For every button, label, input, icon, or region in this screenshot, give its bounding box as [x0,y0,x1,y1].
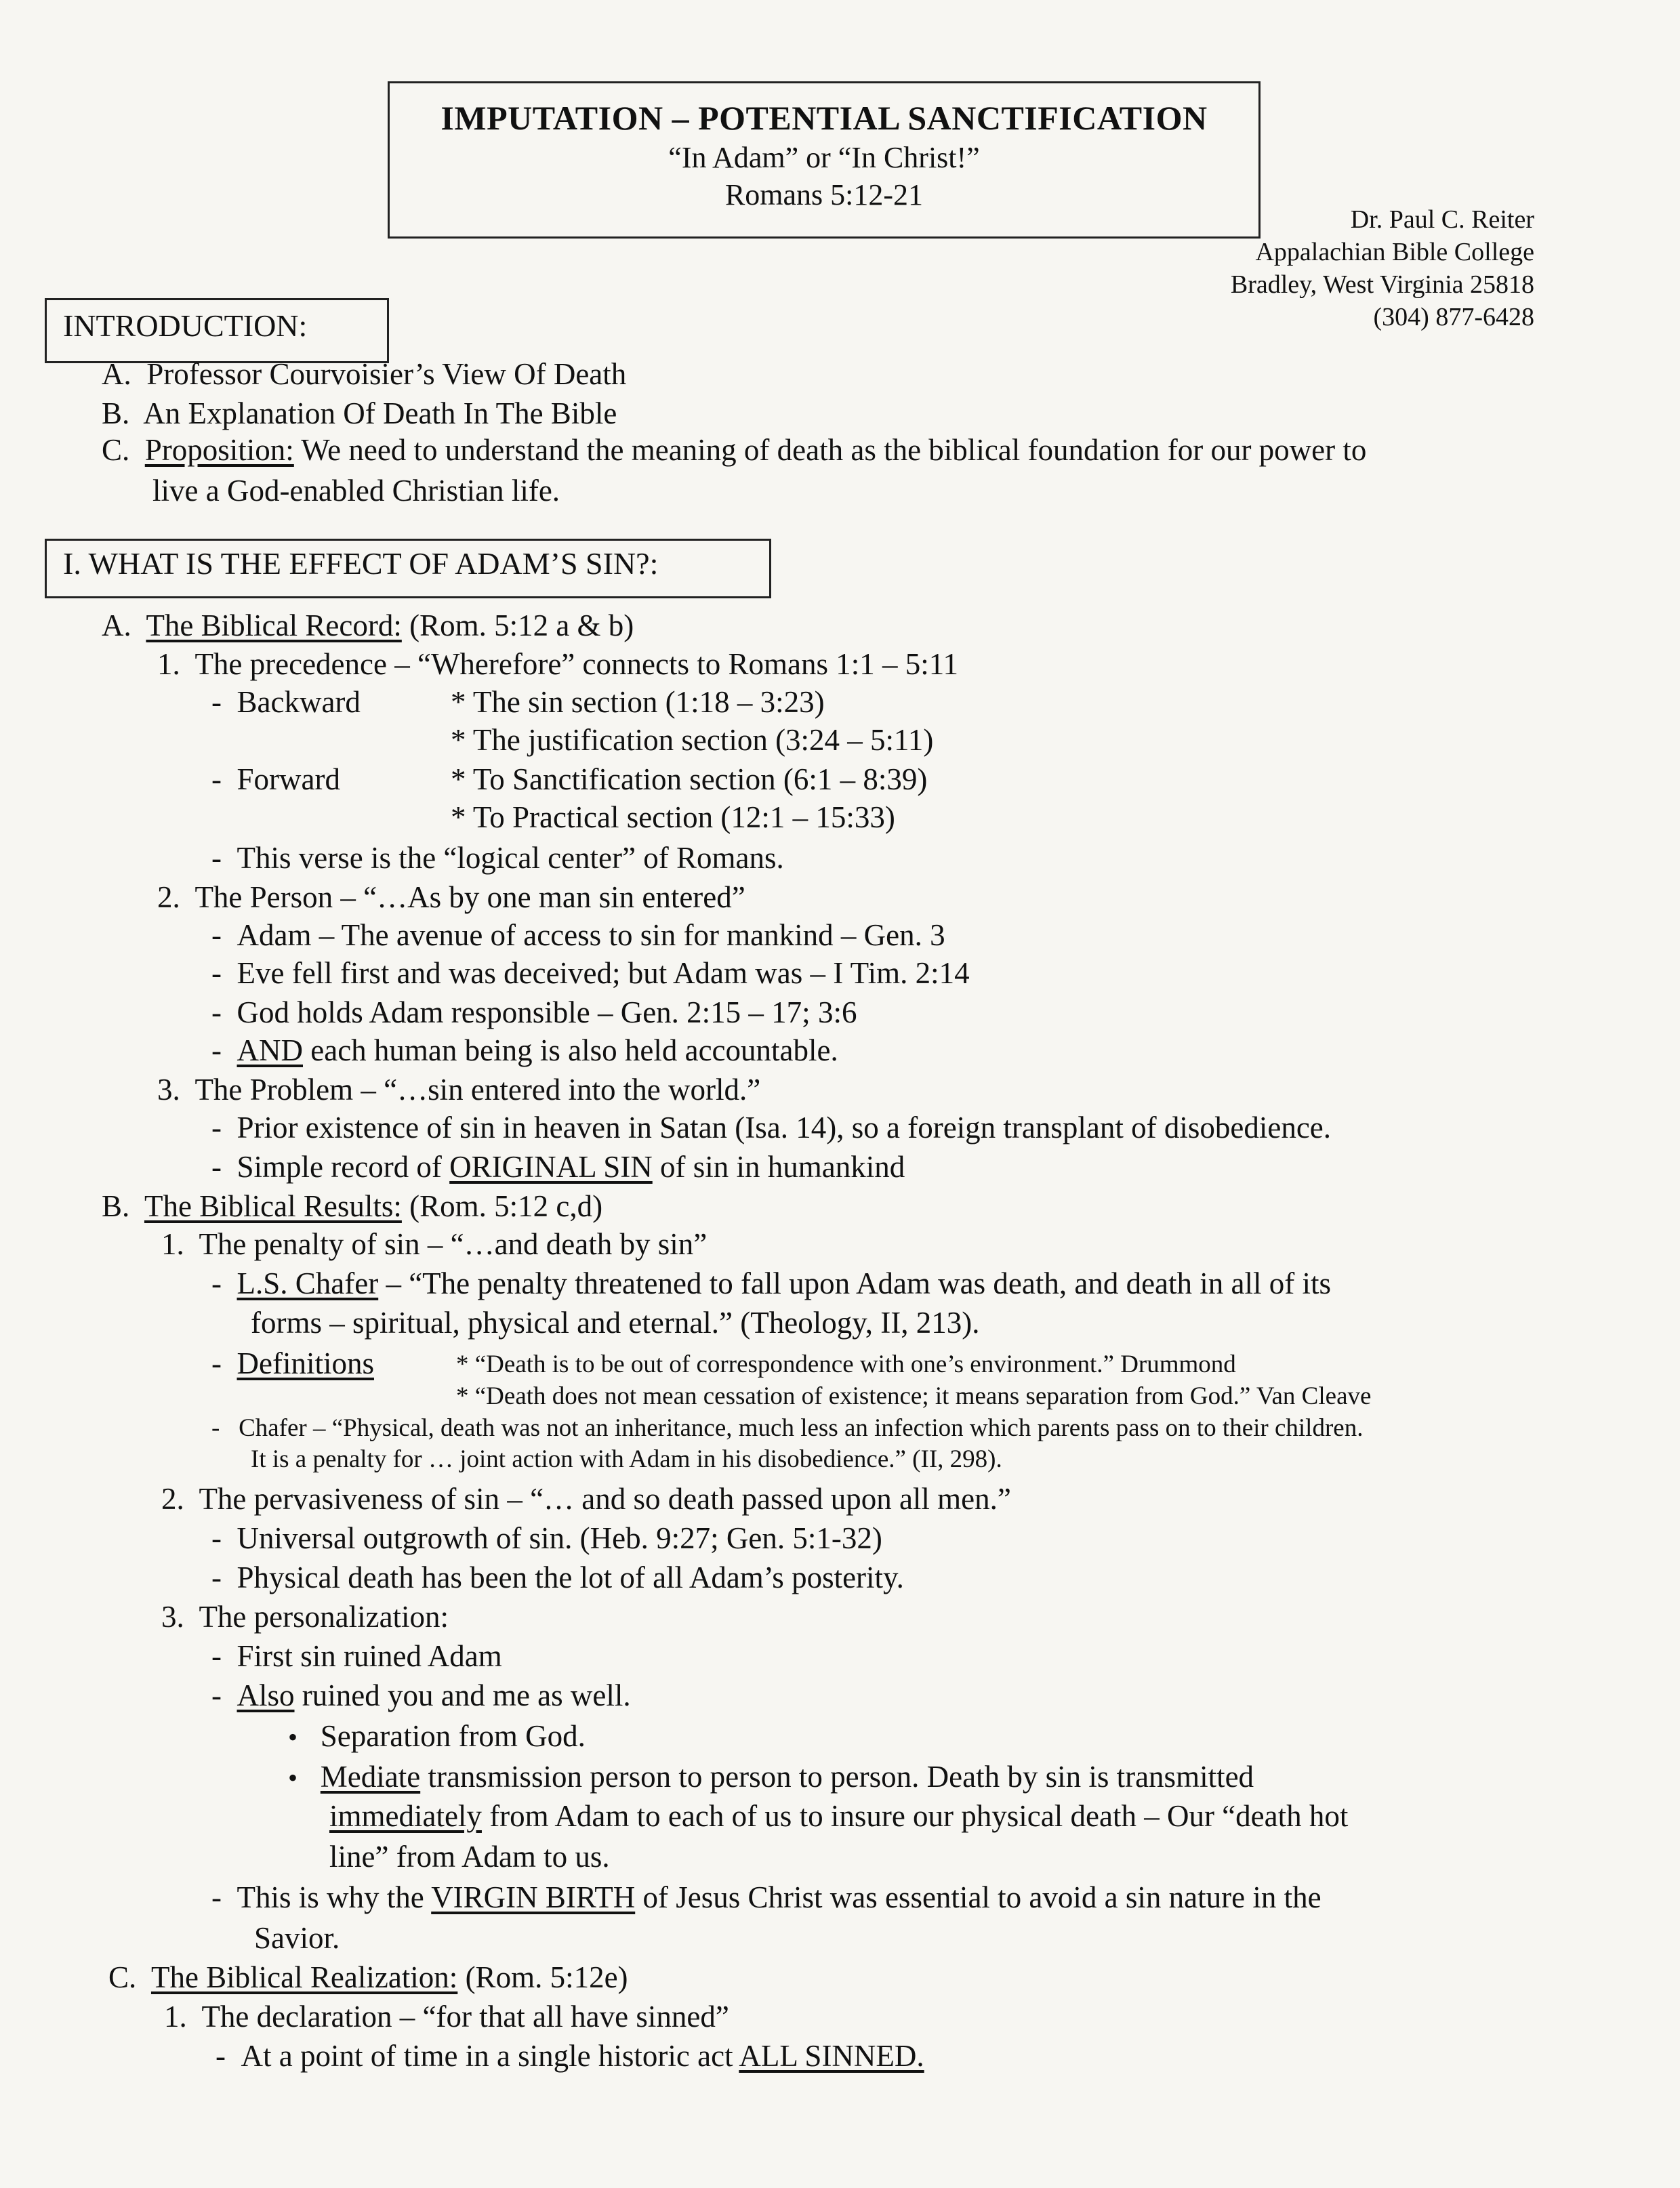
a-point-3-item-1: - Prior existence of sin in heaven in Satan (Isa. 14), so a foreign transplant of disobedience. [211,1111,1332,1144]
author-block [1231,203,1534,333]
document-title: IMPUTATION – POTENTIAL SANCTIFICATION [441,99,1208,137]
subsection-b: B. The Biblical Results: (Rom. 5:12 c,d) [102,1189,603,1223]
chafer-quote-cont: forms – spiritual, physical and eternal.” (Theology, II, 213). [251,1306,980,1340]
a-point-2-item-4: - AND each human being is also held accountable. [211,1033,838,1067]
bullet-mediate-cont-2: line” from Adam to us. [329,1840,610,1874]
virgin-birth-note: - This is why the VIRGIN BIRTH of Jesus Christ was essential to avoid a sin nature in the [211,1880,1322,1914]
bullet-mediate: • Mediate transmission person to person to person. Death by sin is transmitted [288,1760,1254,1794]
forward-item-2: * To Practical section (12:1 – 15:33) [451,800,895,834]
title-box [388,81,1261,239]
author-address: Bradley, West Virginia 25818 [1230,270,1534,299]
b-point-2-item-1: - Universal outgrowth of sin. (Heb. 9:27; Gen. 5:1-32) [211,1521,882,1555]
bullet-separation: • Separation from God. [288,1719,586,1753]
a-point-3: 3. The Problem – “…sin entered into the world.” [157,1073,761,1107]
intro-item-c: C. Proposition: We need to understand the meaning of death as the biblical foundation for our power to [102,433,1367,467]
introduction-heading: INTRODUCTION: [45,298,389,363]
author-institution: Appalachian Bible College [1255,238,1534,266]
intro-item-b: B. An Explanation Of Death In The Bible [102,396,617,430]
a-point-2-item-2: - Eve fell first and was deceived; but Adam was – I Tim. 2:14 [211,956,970,990]
a-point-3-item-2: - Simple record of ORIGINAL SIN of sin in humankind [211,1150,905,1184]
chafer-physical-quote: - Chafer – “Physical, death was not an inheritance, much less an infection which parents pass on to their children. [211,1414,1364,1442]
definition-2: * “Death does not mean cessation of existence; it means separation from God.” Van Cleave [456,1382,1372,1410]
intro-item-c-cont: live a God-enabled Christian life. [152,474,560,508]
a-point-2-item-1: - Adam – The avenue of access to sin for mankind – Gen. 3 [211,918,945,952]
a-point-2-item-3: - God holds Adam responsible – Gen. 2:15 – 17; 3:6 [211,995,857,1029]
b-point-3-item-2: - Also ruined you and me as well. [211,1678,631,1712]
definitions-label: - Definitions [211,1346,374,1380]
bullet-mediate-cont-1: immediately from Adam to each of us to insure our physical death – Our “death hot [329,1799,1349,1833]
a-point-1: 1. The precedence – “Wherefore” connects to Romans 1:1 – 5:11 [157,647,959,681]
a-point-2: 2. The Person – “…As by one man sin entered” [157,880,745,914]
b-point-3-item-1: - First sin ruined Adam [211,1639,502,1673]
forward-item-1: * To Sanctification section (6:1 – 8:39) [451,762,928,796]
chafer-physical-quote-cont: It is a penalty for … joint action with Adam in his disobedience.” (II, 298). [251,1445,1002,1473]
chafer-quote: - L.S. Chafer – “The penalty threatened to fall upon Adam was death, and death in all of its [211,1266,1332,1300]
b-point-3: 3. The personalization: [161,1600,449,1634]
b-point-2: 2. The pervasiveness of sin – “… and so death passed upon all men.” [161,1482,1011,1516]
b-point-2-item-2: - Physical death has been the lot of all Adam’s posterity. [211,1561,904,1594]
virgin-birth-note-cont: Savior. [254,1921,340,1955]
scripture-reference: Romans 5:12-21 [724,178,924,211]
author-phone: (304) 877-6428 [1373,303,1534,331]
forward-label: - Forward [211,762,340,796]
document-subtitle: “In Adam” or “In Christ!” [668,141,980,174]
subsection-a: A. The Biblical Record: (Rom. 5:12 a & b) [102,608,634,642]
definition-1: * “Death is to be out of correspondence with one’s environment.” Drummond [456,1350,1236,1378]
section-one-heading: I. WHAT IS THE EFFECT OF ADAM’S SIN?: [45,539,771,598]
c-point-1: 1. The declaration – “for that all have sinned” [164,2000,729,2034]
author-name: Dr. Paul C. Reiter [1350,205,1534,234]
backward-item-1: * The sin section (1:18 – 3:23) [451,685,825,719]
backward-label: - Backward [211,685,361,719]
intro-item-a: A. Professor Courvoisier’s View Of Death [102,357,627,391]
subsection-c: C. The Biblical Realization: (Rom. 5:12e) [108,1960,628,1994]
c-point-1-item-1: - At a point of time in a single historic act ALL SINNED. [216,2039,924,2073]
backward-item-2: * The justification section (3:24 – 5:11) [451,723,934,757]
logical-center-note: - This verse is the “logical center” of Romans. [211,841,784,875]
b-point-1: 1. The penalty of sin – “…and death by sin” [161,1227,708,1261]
